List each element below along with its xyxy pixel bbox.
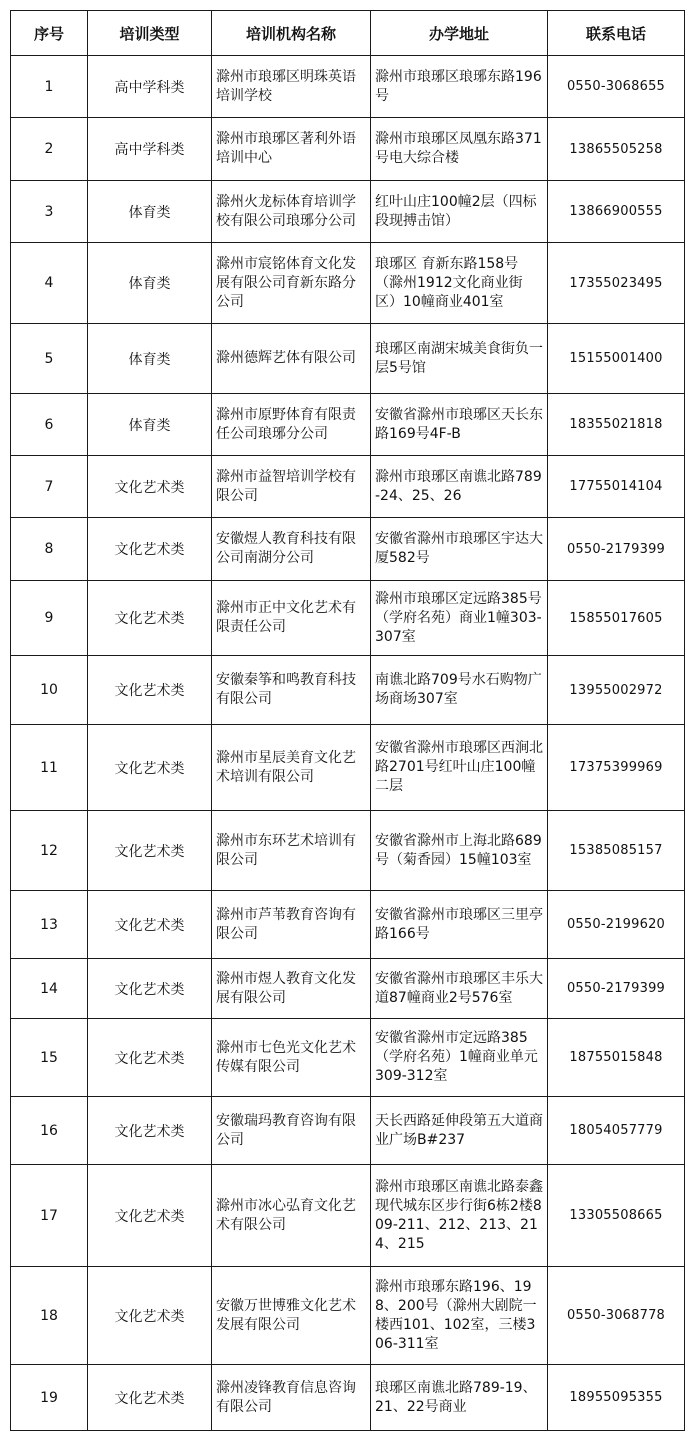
row-phone: 0550-2179399	[548, 518, 685, 581]
row-phone: 18054057779	[548, 1097, 685, 1165]
row-address: 红叶山庄100幢2层（四标段现搏击馆）	[371, 181, 548, 243]
row-phone: 15155001400	[548, 324, 685, 394]
row-address: 琅琊区南谯北路789-19、21、22号商业	[371, 1365, 548, 1431]
row-type: 文化艺术类	[88, 456, 212, 518]
row-address: 滁州市琅琊区定远路385号（学府名苑）商业1幢303-307室	[371, 581, 548, 656]
row-index: 15	[11, 1019, 88, 1097]
table-row	[11, 456, 685, 518]
row-type: 文化艺术类	[88, 1097, 212, 1165]
header-name: 培训机构名称	[212, 11, 371, 56]
row-phone: 13955002972	[548, 656, 685, 725]
header-row	[11, 11, 685, 56]
row-address: 安徽省滁州市定远路385（学府名苑）1幢商业单元309-312室	[371, 1019, 548, 1097]
row-address: 琅琊区南湖宋城美食街负一层5号馆	[371, 324, 548, 394]
row-type: 体育类	[88, 181, 212, 243]
row-phone: 0550-2179399	[548, 959, 685, 1019]
row-index: 14	[11, 959, 88, 1019]
row-index: 7	[11, 456, 88, 518]
table-row	[11, 243, 685, 324]
row-name: 滁州市益智培训学校有限公司	[212, 456, 371, 518]
row-type: 文化艺术类	[88, 811, 212, 891]
row-index: 10	[11, 656, 88, 725]
table-row	[11, 1165, 685, 1267]
table-row	[11, 725, 685, 811]
row-phone: 13305508665	[548, 1165, 685, 1267]
row-address: 安徽省滁州市上海北路689号（菊香园）15幢103室	[371, 811, 548, 891]
row-phone: 13865505258	[548, 118, 685, 181]
institution-table	[10, 10, 685, 1431]
row-index: 16	[11, 1097, 88, 1165]
row-phone: 15855017605	[548, 581, 685, 656]
row-name: 滁州市正中文化艺术有限责任公司	[212, 581, 371, 656]
header-phone: 联系电话	[548, 11, 685, 56]
table-row	[11, 581, 685, 656]
table-row	[11, 1267, 685, 1365]
header-type: 培训类型	[88, 11, 212, 56]
row-name: 滁州市原野体育有限责任公司琅琊分公司	[212, 394, 371, 456]
row-phone: 0550-2199620	[548, 891, 685, 959]
row-phone: 0550-3068655	[548, 56, 685, 118]
row-type: 文化艺术类	[88, 959, 212, 1019]
table-row	[11, 656, 685, 725]
row-index: 8	[11, 518, 88, 581]
row-phone: 17355023495	[548, 243, 685, 324]
row-type: 文化艺术类	[88, 1267, 212, 1365]
row-type: 文化艺术类	[88, 1165, 212, 1267]
row-name: 滁州市煜人教育文化发展有限公司	[212, 959, 371, 1019]
row-name: 滁州凌锋教育信息咨询有限公司	[212, 1365, 371, 1431]
row-name: 安徽煜人教育科技有限公司南湖分公司	[212, 518, 371, 581]
row-index: 4	[11, 243, 88, 324]
row-type: 文化艺术类	[88, 518, 212, 581]
row-name: 滁州市星辰美育文化艺术培训有限公司	[212, 725, 371, 811]
table-row	[11, 891, 685, 959]
row-type: 高中学科类	[88, 56, 212, 118]
table-row	[11, 811, 685, 891]
row-address: 安徽省滁州市琅琊区丰乐大道87幢商业2号576室	[371, 959, 548, 1019]
row-index: 11	[11, 725, 88, 811]
row-address: 滁州市琅琊区琅琊东路196号	[371, 56, 548, 118]
row-address: 安徽省滁州市琅琊区宇达大厦582号	[371, 518, 548, 581]
table-row	[11, 181, 685, 243]
table-row	[11, 959, 685, 1019]
row-index: 12	[11, 811, 88, 891]
row-index: 5	[11, 324, 88, 394]
row-index: 13	[11, 891, 88, 959]
row-name: 滁州市芦苇教育咨询有限公司	[212, 891, 371, 959]
header-address: 办学地址	[371, 11, 548, 56]
row-type: 文化艺术类	[88, 725, 212, 811]
row-type: 文化艺术类	[88, 1365, 212, 1431]
row-phone: 0550-3068778	[548, 1267, 685, 1365]
row-index: 19	[11, 1365, 88, 1431]
row-phone: 15385085157	[548, 811, 685, 891]
row-phone: 17375399969	[548, 725, 685, 811]
row-type: 文化艺术类	[88, 581, 212, 656]
row-type: 文化艺术类	[88, 891, 212, 959]
row-index: 3	[11, 181, 88, 243]
row-type: 体育类	[88, 324, 212, 394]
row-name: 滁州市宸铭体育文化发展有限公司育新东路分公司	[212, 243, 371, 324]
row-index: 1	[11, 56, 88, 118]
row-index: 9	[11, 581, 88, 656]
row-type: 文化艺术类	[88, 1019, 212, 1097]
row-address: 天长西路延伸段第五大道商业广场B#237	[371, 1097, 548, 1165]
row-type: 文化艺术类	[88, 656, 212, 725]
row-name: 安徽万世博雅文化艺术发展有限公司	[212, 1267, 371, 1365]
row-name: 安徽秦筝和鸣教育科技有限公司	[212, 656, 371, 725]
table-row	[11, 518, 685, 581]
row-name: 滁州市七色光文化艺术传媒有限公司	[212, 1019, 371, 1097]
row-address: 南谯北路709号水石购物广场商场307室	[371, 656, 548, 725]
row-address: 琅琊区 育新东路158号（滁州1912文化商业街区）10幢商业401室	[371, 243, 548, 324]
row-name: 滁州市东环艺术培训有限公司	[212, 811, 371, 891]
row-phone: 18755015848	[548, 1019, 685, 1097]
row-address: 滁州市琅琊区南谯北路泰鑫现代城东区步行街6栋2楼809-211、212、213、214、215	[371, 1165, 548, 1267]
row-address: 安徽省滁州市琅琊区天长东路169号4F-B	[371, 394, 548, 456]
row-index: 2	[11, 118, 88, 181]
header-index: 序号	[11, 11, 88, 56]
row-phone: 13866900555	[548, 181, 685, 243]
row-name: 安徽瑞玛教育咨询有限公司	[212, 1097, 371, 1165]
row-phone: 18955095355	[548, 1365, 685, 1431]
row-address: 安徽省滁州市琅琊区西涧北路2701号红叶山庄100幢二层	[371, 725, 548, 811]
table-row	[11, 394, 685, 456]
row-phone: 18355021818	[548, 394, 685, 456]
row-address: 滁州市琅琊东路196、198、200号（滁州大剧院一楼西101、102室，三楼306-311室	[371, 1267, 548, 1365]
row-name: 滁州市琅琊区明珠英语培训学校	[212, 56, 371, 118]
row-phone: 17755014104	[548, 456, 685, 518]
row-index: 18	[11, 1267, 88, 1365]
row-type: 高中学科类	[88, 118, 212, 181]
row-name: 滁州市冰心弘育文化艺术有限公司	[212, 1165, 371, 1267]
row-address: 滁州市琅琊区凤凰东路371号电大综合楼	[371, 118, 548, 181]
row-name: 滁州市琅琊区著利外语培训中心	[212, 118, 371, 181]
row-name: 滁州火龙标体育培训学校有限公司琅琊分公司	[212, 181, 371, 243]
table-row	[11, 1365, 685, 1431]
row-type: 体育类	[88, 394, 212, 456]
table-row	[11, 56, 685, 118]
row-index: 6	[11, 394, 88, 456]
row-address: 滁州市琅琊区南谯北路789-24、25、26	[371, 456, 548, 518]
row-index: 17	[11, 1165, 88, 1267]
table-row	[11, 118, 685, 181]
table-row	[11, 1097, 685, 1165]
row-type: 体育类	[88, 243, 212, 324]
row-name: 滁州德辉艺体有限公司	[212, 324, 371, 394]
row-address: 安徽省滁州市琅琊区三里亭路166号	[371, 891, 548, 959]
table-row	[11, 1019, 685, 1097]
table-row	[11, 324, 685, 394]
